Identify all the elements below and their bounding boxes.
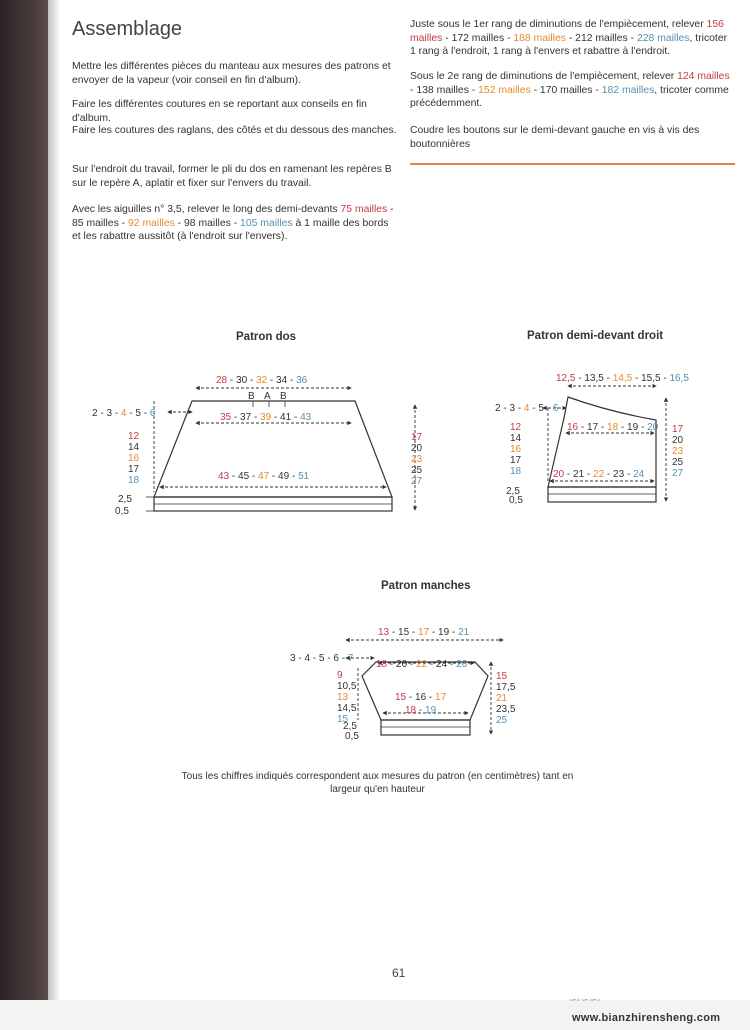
- text-run: - 41 -: [271, 412, 301, 423]
- text-run: 124 mailles: [677, 71, 730, 82]
- droit-shoulder-label: [495, 403, 559, 414]
- height-value: 17: [510, 455, 522, 466]
- dos-hem-label: 2,5: [118, 494, 132, 505]
- text-run: 22: [416, 659, 428, 670]
- text-run: 28: [216, 375, 228, 386]
- text-run: Juste sous le 1er rang de diminutions de l'empiècement, relever: [410, 19, 707, 30]
- watermark-logo-icon: ∽◦∽∽◦: [568, 995, 601, 1006]
- text-run: à 1 maille des bords et les rabattre aussitôt (à l'endroit sur l'envers).: [72, 217, 389, 243]
- text-run: - 15 -: [389, 627, 419, 638]
- text-run: 4: [523, 403, 530, 414]
- height-value: 14: [510, 433, 522, 444]
- height-value: 10,5: [337, 681, 357, 692]
- text-run: 39: [260, 412, 272, 423]
- text-run: 17: [435, 692, 447, 703]
- manches-hem-band: [381, 720, 470, 735]
- text-run: - 21 -: [564, 469, 594, 480]
- dos-bottom-label: [218, 471, 310, 482]
- figure-caption: Tous les chiffres indiqués correspondent aux mesures du patron (en centimètres) tant en largeur qu'en hauteur: [181, 771, 574, 795]
- text-run: - 85 mailles -: [72, 204, 394, 229]
- manches-hem-label: 0,5: [345, 731, 359, 742]
- height-value: 23: [411, 454, 423, 465]
- text-run: - 138 mailles -: [410, 84, 479, 96]
- text-run: 182 mailles: [601, 84, 655, 96]
- manches-inner-label: [376, 659, 468, 670]
- text-run: - 172 mailles -: [442, 32, 514, 44]
- figure-title-demi-devant-droit: Patron demi-devant droit: [527, 330, 664, 342]
- text-run: - 20 -: [387, 659, 417, 670]
- text-run: - 212 mailles -: [565, 32, 637, 44]
- dos-hem-label: 0,5: [115, 506, 129, 517]
- text-run: - 13,5 -: [575, 373, 613, 384]
- dos-top-label: [216, 375, 308, 386]
- text-run: 156 mailles: [410, 19, 724, 44]
- watermark-url: www.bianzhirensheng.com: [572, 1012, 721, 1024]
- text-run: 18: [405, 705, 417, 716]
- text-run: 12,5: [556, 373, 576, 384]
- height-value: 17,5: [496, 682, 516, 693]
- height-value: 20: [411, 443, 423, 454]
- droit-hem-band: [548, 487, 656, 502]
- height-value: 12: [510, 422, 522, 433]
- text-run: 47: [258, 471, 270, 482]
- text-run: 92 mailles: [128, 217, 175, 229]
- text-run: 32: [256, 375, 268, 386]
- text-run: 24: [633, 469, 645, 480]
- text-run: 21: [458, 627, 470, 638]
- height-value: 15: [496, 671, 508, 682]
- text-run: - 19 -: [429, 627, 459, 638]
- text-run: 2 - 3 -: [495, 403, 524, 414]
- text-run: - 45 -: [229, 471, 259, 482]
- height-value: 25: [496, 715, 508, 726]
- text-run: 14,5: [612, 373, 633, 384]
- manches-left-heights: [337, 670, 357, 725]
- height-value: 13: [337, 692, 349, 703]
- height-value: 21: [496, 693, 508, 704]
- height-value: 23,5: [496, 704, 516, 715]
- text-run: 152 mailles: [478, 84, 531, 96]
- height-value: 14,5: [337, 703, 357, 714]
- dos-shoulder-label: [92, 408, 156, 419]
- dos-right-heights: [411, 432, 423, 487]
- manches-top-label: [378, 627, 470, 638]
- text-run: Faire les différentes coutures en se reportant aux conseils en fin d'album.: [72, 99, 367, 124]
- text-run: - 16 -: [406, 692, 436, 703]
- text-run: 43: [300, 412, 312, 423]
- text-run: Coudre les boutons sur le demi-devant gauche en vis à vis des boutonnières: [410, 125, 700, 150]
- text-run: 43: [218, 471, 230, 482]
- dos-mark-a: A: [264, 391, 271, 402]
- text-run: 2 - 3 -: [92, 408, 121, 419]
- height-value: 25: [672, 457, 684, 468]
- text-run: , tricoter comme précédemment.: [410, 84, 729, 110]
- manches-mid-label: [395, 692, 447, 703]
- text-run: - 17 -: [578, 422, 608, 433]
- text-run: Sur l'endroit du travail, former le pli du dos en ramenant les repères B sur le repère A, aplatir et fixer sur l'envers du travail.: [72, 164, 392, 189]
- droit-hem-label: 0,5: [509, 495, 523, 506]
- text-run: - 5 -: [126, 408, 150, 419]
- text-run: - 19 -: [618, 422, 648, 433]
- dos-left-heights: [128, 431, 140, 486]
- manches-bottom-label: [405, 705, 437, 716]
- text-run: 3 - 4 - 5 - 6 -: [290, 653, 348, 664]
- height-value: 12: [128, 431, 140, 442]
- height-value: 27: [672, 468, 684, 479]
- height-value: 17: [128, 464, 140, 475]
- manches-right-heights: [496, 671, 516, 726]
- droit-inner-label: [567, 422, 659, 433]
- text-run: Avec les aiguilles n° 3,5, relever le long des demi-devants: [72, 204, 341, 215]
- text-run: - 23 -: [604, 469, 634, 480]
- height-value: 16: [510, 444, 522, 455]
- text-run: 7: [347, 653, 354, 664]
- page-number: 61: [392, 966, 406, 980]
- text-run: 188 mailles: [513, 32, 566, 44]
- figure-title-manches: Patron manches: [381, 580, 471, 592]
- text-run: 20: [553, 469, 565, 480]
- text-run: 26: [456, 659, 468, 670]
- height-value: 27: [411, 476, 423, 487]
- height-value: 14: [128, 442, 140, 453]
- text-run: , tricoter 1 rang à l'endroit, 1 rang à l'envers et rabattre à l'endroit.: [410, 32, 728, 58]
- droit-right-heights: [672, 424, 684, 479]
- height-value: 25: [411, 465, 423, 476]
- text-run: - 49 -: [269, 471, 299, 482]
- text-run: 19: [425, 705, 437, 716]
- text-run: 18: [607, 422, 619, 433]
- droit-left-heights: [510, 422, 522, 477]
- manches-hem-label: 2,5: [343, 721, 357, 732]
- text-run: Sous le 2e rang de diminutions de l'empiècement, relever: [410, 71, 678, 82]
- height-value: 15: [337, 714, 349, 725]
- text-run: 18: [376, 659, 388, 670]
- text-run: 75 mailles: [340, 204, 388, 215]
- text-run: 6: [149, 408, 156, 419]
- text-run: - 5 -: [529, 403, 553, 414]
- height-value: 20: [672, 435, 684, 446]
- text-run: - 37 -: [231, 412, 261, 423]
- text-run: 13: [378, 627, 390, 638]
- text-run: 228 mailles: [636, 32, 690, 44]
- height-value: 17: [411, 432, 423, 443]
- dos-inner-label: [220, 412, 312, 423]
- text-run: 16: [567, 422, 579, 433]
- text-run: Mettre les différentes pièces du manteau aux mesures des patrons et envoyer de la vapeur (voir conseil en fin d'album).: [72, 61, 391, 86]
- droit-bottom-label: [553, 469, 645, 480]
- droit-hem-label: 2,5: [506, 486, 520, 497]
- manches-shoulder-label: [290, 653, 354, 664]
- text-run: 36: [296, 375, 308, 386]
- diagram-manches: [346, 640, 503, 735]
- height-value: 18: [128, 475, 140, 486]
- text-run: - 34 -: [267, 375, 297, 386]
- diagram-dos: [146, 388, 415, 511]
- text-run: - 15,5 -: [632, 373, 670, 384]
- figure-title-dos: Patron dos: [236, 331, 297, 343]
- text-run: 105 mailles: [240, 217, 293, 229]
- height-value: 23: [672, 446, 684, 457]
- section-title: Assemblage: [72, 18, 183, 40]
- text-run: - 24 -: [427, 659, 457, 670]
- text-run: - 98 mailles -: [174, 217, 241, 229]
- diagram-demi-devant-droit: [543, 386, 666, 502]
- text-run: 35: [220, 412, 232, 423]
- droit-top-label: [556, 373, 689, 384]
- text-run: -: [416, 705, 426, 716]
- text-run: Faire les coutures des raglans, des côtés et du dessous des manches.: [72, 125, 397, 136]
- dos-mark-b: B: [280, 391, 287, 402]
- text-run: 22: [593, 469, 605, 480]
- text-run: 15: [395, 692, 407, 703]
- height-value: 18: [510, 466, 522, 477]
- text-run: 51: [298, 471, 310, 482]
- height-value: 9: [337, 670, 343, 681]
- text-run: 20: [647, 422, 659, 433]
- text-run: - 30 -: [227, 375, 257, 386]
- text-run: 6: [552, 403, 559, 414]
- height-value: 16: [128, 453, 140, 464]
- text-run: 4: [120, 408, 127, 419]
- height-value: 17: [672, 424, 684, 435]
- text-run: - 170 mailles -: [530, 84, 602, 96]
- text-run: 16,5: [669, 373, 689, 384]
- dos-mark-b: B: [248, 391, 255, 402]
- text-run: 17: [418, 627, 430, 638]
